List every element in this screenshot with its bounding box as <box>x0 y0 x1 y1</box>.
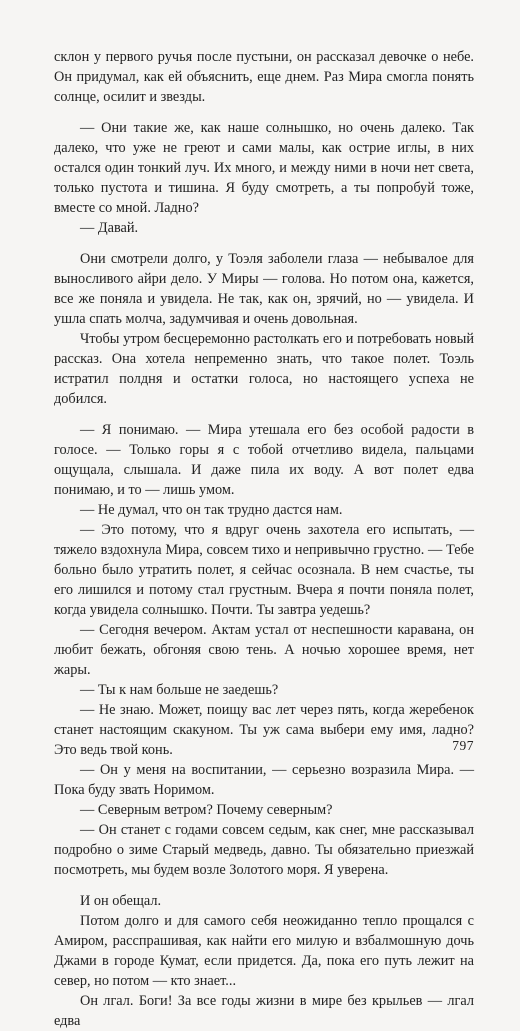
paragraph-10: — Ты к нам больше не заедешь? <box>80 682 279 698</box>
paragraph-14: — Он станет с годами совсем седым, как снег, мне рассказывал подробно о зиме Старый медведь, давно. Ты обязательно приезжай посмотреть, мы будем возле Золотого моря. Я уверена. <box>54 822 474 878</box>
paragraph-3: — Давай. <box>80 220 139 236</box>
paragraph-5: Чтобы утром бесцеремонно растолкать его и потребовать новый рассказ. Она хотела непременно знать, что такое полет. Тоэль истратил полдня и остатки голоса, но настоящего успеха не добился. <box>54 331 474 407</box>
paragraph-4: Они смотрели долго, у Тоэля заболели глаза — небывалое для выносливого айри дело. У Миры — голова. Но потом она, кажется, все же поняла и увидела. Не так, как он, зрячий, но — увидела. И ушла спать молча, задумчивая и очень довольная. <box>54 251 474 327</box>
paragraph-12: — Он у меня на воспитании, — серьезно возразила Мира. — Пока буду звать Норимом. <box>54 762 474 798</box>
paragraph-16: Потом долго и для самого себя неожиданно тепло прощался с Амиром, расспрашивая, как найти его милую и взбалмошную дочь Джами в городе Кумат, если придется. Да, пока его путь лежит на север, но потом — кто знает... <box>54 913 474 989</box>
paragraph-7: — Не думал, что он так трудно дастся нам. <box>80 502 343 518</box>
page-number: 797 <box>452 738 474 753</box>
page-text <box>54 47 474 1031</box>
paragraph-8: — Это потому, что я вдруг очень захотела его испытать, — тяжело вздохнула Мира, совсем тихо и непривычно грустно. — Тебе больно было утратить полет, я сейчас осознала. В нем счастье, ты его лишился и потому стал грустным. Вчера я почти поняла полет, когда увидела солнышко. Почти. Ты завтра уедешь? <box>54 522 474 618</box>
paragraph-13: — Северным ветром? Почему северным? <box>80 802 333 818</box>
paragraph-1: склон у первого ручья после пустыни, он рассказал девочке о небе. Он придумал, как ей объяснить, еще днем. Раз Мира смогла понять солнце, осилит и звезды. <box>54 49 474 105</box>
paragraph-17: Он лгал. Боги! За все годы жизни в мире без крыльев — лгал едва <box>54 993 474 1029</box>
paragraph-6: — Я понимаю. — Мира утешала его без особой радости в голосе. — Только горы я с тобой отчетливо видела, пальцами ощущала, слышала. И даже пила их воду. А вот полет едва понимаю, и то — лишь умом. <box>54 422 474 498</box>
paragraph-9: — Сегодня вечером. Актам устал от неспешности каравана, он любит бежать, обгоняя свою тень. А ночью хорошее время, нет жары. <box>54 622 474 678</box>
paragraph-2: — Они такие же, как наше солнышко, но очень далеко. Так далеко, что уже не греют и сами малы, как острие иглы, в них остался один тонкий луч. Их много, и между ними в ночи нет света, только пустота и тишина. Я буду смотреть, а ты попробуй тоже, вместе со мной. Ладно? <box>54 120 474 216</box>
paragraph-11: — Не знаю. Может, поищу вас лет через пять, когда жеребенок станет настоящим скакуном. Ты уж сама выбери ему имя, ладно? Это ведь твой конь. <box>54 702 474 758</box>
paragraph-15: И он обещал. <box>80 893 162 909</box>
